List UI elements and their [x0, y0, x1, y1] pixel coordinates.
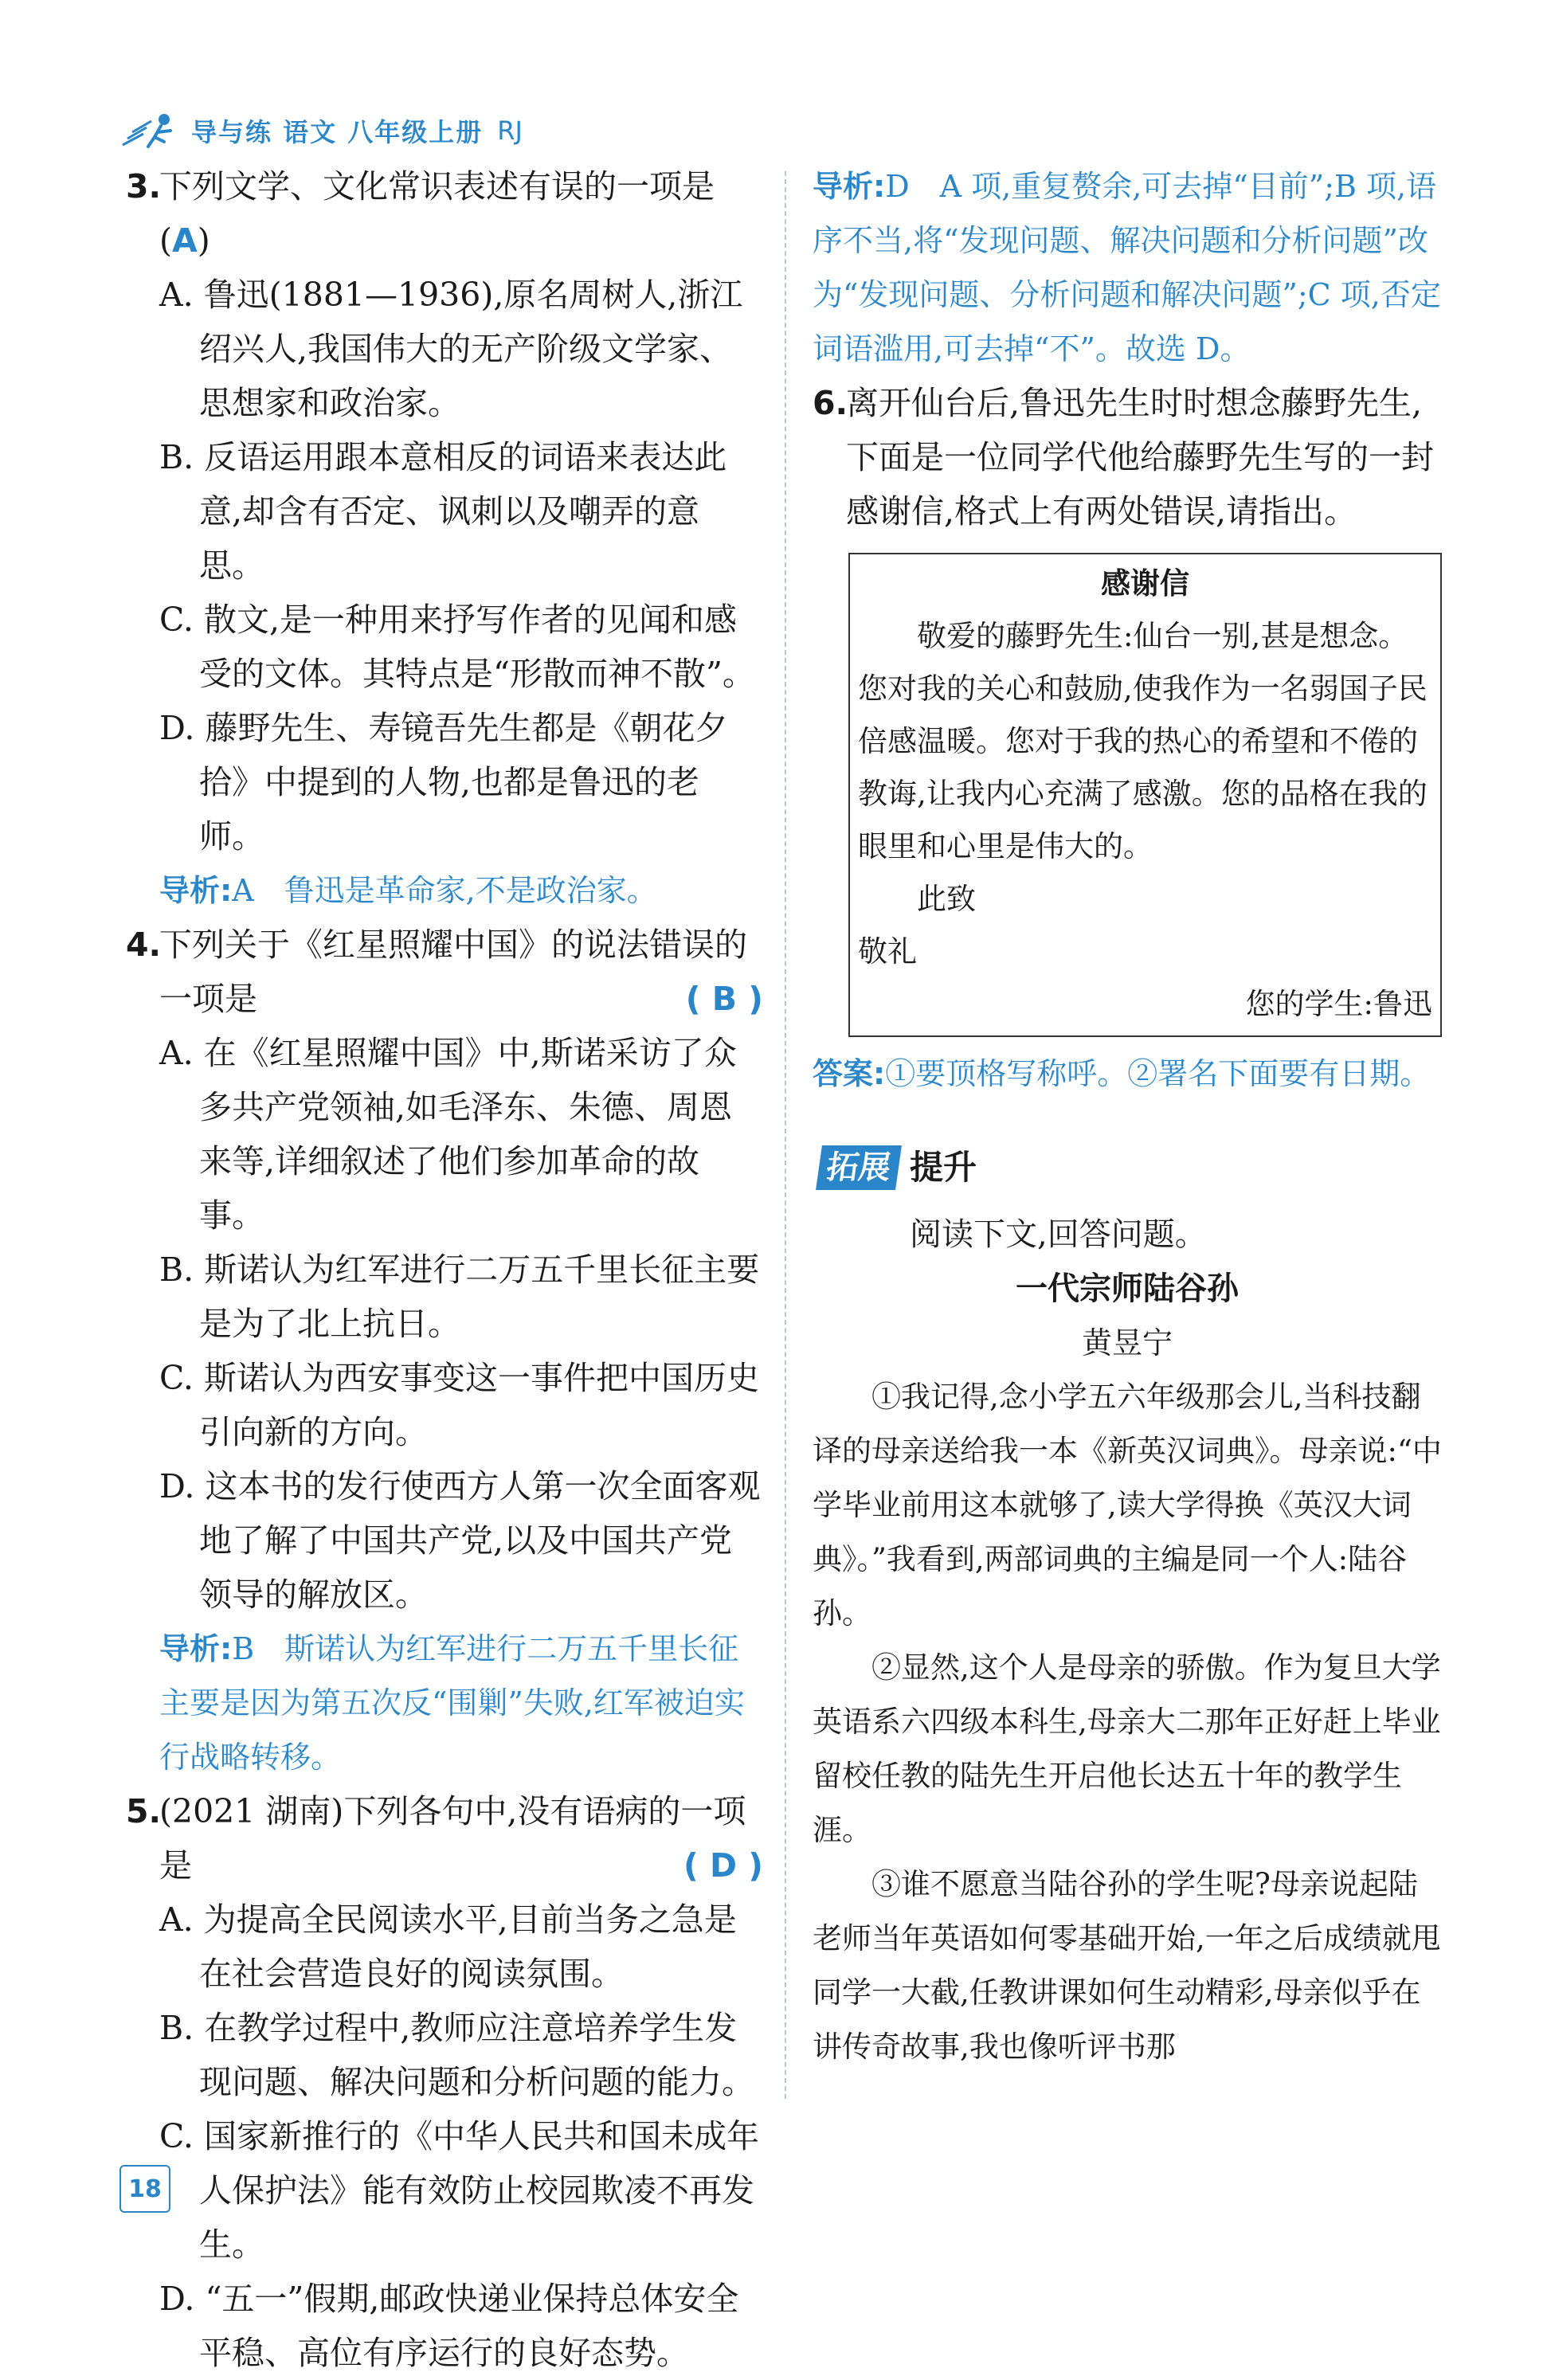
question-6	[813, 376, 1442, 538]
page-header	[119, 105, 523, 156]
answer-mark: ( B )	[685, 980, 763, 1018]
guide-text: A 鲁迅是革命家,不是政治家。	[232, 873, 657, 908]
section-tag: 拓展	[816, 1145, 902, 1190]
guide-label: 导析:	[159, 873, 233, 908]
runner-logo-icon	[119, 110, 180, 151]
option-c: C. 散文,是一种用来抒写作者的见闻和感受的文体。其特点是“形散而神不散”。	[159, 601, 755, 693]
article-title: 一代宗师陆谷孙	[1016, 1270, 1239, 1307]
question-stem: 下列关于《红星照耀中国》的说法错误的一项是	[159, 926, 747, 1018]
edition-label: RJ	[497, 115, 523, 146]
article-paragraph: ②显然,这个人是母亲的骄傲。作为复旦大学英语系六四级本科生,母亲大二那年正好赶上毕业留校任教的陆先生开启他长达五十年的教学生涯。	[813, 1650, 1441, 1847]
article-paragraph: ③谁不愿意当陆谷孙的学生呢?母亲说起陆老师当年英语如何零基础开始,一年之后成绩就甩同学一大截,任教讲课如何生动精彩,母亲似乎在讲传奇故事,我也像听评书那	[813, 1867, 1441, 2064]
letter-jingli: 敬礼	[858, 934, 917, 969]
reading-instruction: 阅读下文,回答问题。	[910, 1216, 1207, 1253]
column-divider	[785, 171, 786, 2099]
answer-content: ①要顶格写称呼。②署名下面要有日期。	[885, 1056, 1431, 1091]
letter-cizhi: 此致	[917, 882, 976, 916]
guide-label: 导析:	[159, 1631, 233, 1666]
option-a: A. 鲁迅(1881—1936),原名周树人,浙江绍兴人,我国伟大的无产阶级文学家、思想家和政治家。	[159, 276, 743, 422]
section-title: 提升	[910, 1148, 977, 1187]
letter-body: 敬爱的藤野先生:仙台一别,甚是想念。您对我的关心和鼓励,使我作为一名弱国子民倍感温暖。您对于我的热心的希望和不倦的教诲,让我内心充满了感激。您的品格在我的眼里和心里是伟大的。	[858, 619, 1428, 863]
option-d: D. “五一”假期,邮政快递业保持总体安全平稳、高位有序运行的良好态势。	[159, 2280, 739, 2372]
page-number: 18	[119, 2165, 170, 2213]
option-a: A. 在《红星照耀中国》中,斯诺采访了众多共产党领袖,如毛泽东、朱德、周恩来等,详细叙述了他们参加革命的故事。	[159, 1034, 737, 1235]
option-a: A. 为提高全民阅读水平,目前当务之急是在社会营造良好的阅读氛围。	[159, 1900, 737, 1993]
question-5	[126, 1784, 763, 1893]
thank-you-letter	[848, 553, 1442, 1037]
option-b: B. 反语运用跟本意相反的词语来表达此意,却含有否定、讽刺以及嘲弄的意思。	[159, 438, 727, 585]
question-number: 4.	[126, 926, 162, 964]
question-3	[126, 159, 763, 268]
option-c: C. 国家新推行的《中华人民共和国未成年人保护法》能有效防止校园欺凌不再发生。	[159, 2117, 759, 2264]
option-b: B. 在教学过程中,教师应注意培养学生发现问题、解决问题和分析问题的能力。	[159, 2009, 754, 2101]
right-column	[813, 159, 1442, 2074]
letter-signature: 您的学生:鲁迅	[1245, 987, 1432, 1021]
guide-analysis	[126, 863, 763, 918]
guide-analysis	[813, 159, 1442, 376]
stem-close: )	[197, 221, 210, 260]
guide-label: 导析:	[813, 169, 886, 204]
letter-title: 感谢信	[1101, 566, 1189, 601]
option-d: D. 这本书的发行使西方人第一次全面客观地了解了中国共产党,以及中国共产党领导的解放区。	[159, 1467, 761, 1614]
article-paragraph: ①我记得,念小学五六年级那会儿,当科技翻译的母亲送给我一本《新英汉词典》。母亲说:“中学毕业前用这本就够了,读大学得换《英汉大词典》。”我看到,两部词典的主编是同一个人:陆谷孙。	[813, 1380, 1442, 1630]
option-b: B. 斯诺认为红军进行二万五千里长征主要是为了北上抗日。	[159, 1251, 760, 1343]
section-heading	[819, 1141, 1442, 1195]
left-column	[126, 159, 763, 2380]
option-d: D. 藤野先生、寿镜吾先生都是《朝花夕拾》中提到的人物,也都是鲁迅的老师。	[159, 709, 728, 855]
question-number: 3.	[126, 167, 162, 206]
answer-mark: ( D )	[683, 1846, 763, 1885]
answer-label: 答案:	[813, 1056, 886, 1091]
article-author: 黄昱宁	[1081, 1325, 1173, 1360]
question-4	[126, 918, 763, 1026]
guide-analysis	[126, 1622, 763, 1784]
answer-text	[813, 1047, 1442, 1101]
question-stem: 下列文学、文化常识表述有误的一项是(	[159, 167, 715, 260]
question-number: 5.	[126, 1792, 162, 1830]
question-stem: 离开仙台后,鲁迅先生时时想念藤野先生,下面是一位同学代他给藤野先生写的一封感谢信,格式上有两处错误,请指出。	[846, 384, 1434, 530]
answer-mark: A	[172, 221, 198, 260]
guide-text: B 斯诺认为红军进行二万五千里长征主要是因为第五次反“围剿”失败,红军被迫实行战略转移。	[159, 1631, 745, 1775]
option-c: C. 斯诺认为西安事变这一事件把中国历史引向新的方向。	[159, 1359, 759, 1451]
question-number: 6.	[813, 384, 848, 422]
guide-text: D A 项,重复赘余,可去掉“目前”;B 项,语序不当,将“发现问题、解决问题和分析问题”改为“发现问题、分析问题和解决问题”;C 项,否定词语滥用,可去掉“不”。故选 D。	[813, 169, 1441, 366]
question-stem: (2021 湖南)下列各句中,没有语病的一项是	[159, 1792, 746, 1885]
book-title: 导与练 语文 八年级上册	[191, 117, 484, 147]
